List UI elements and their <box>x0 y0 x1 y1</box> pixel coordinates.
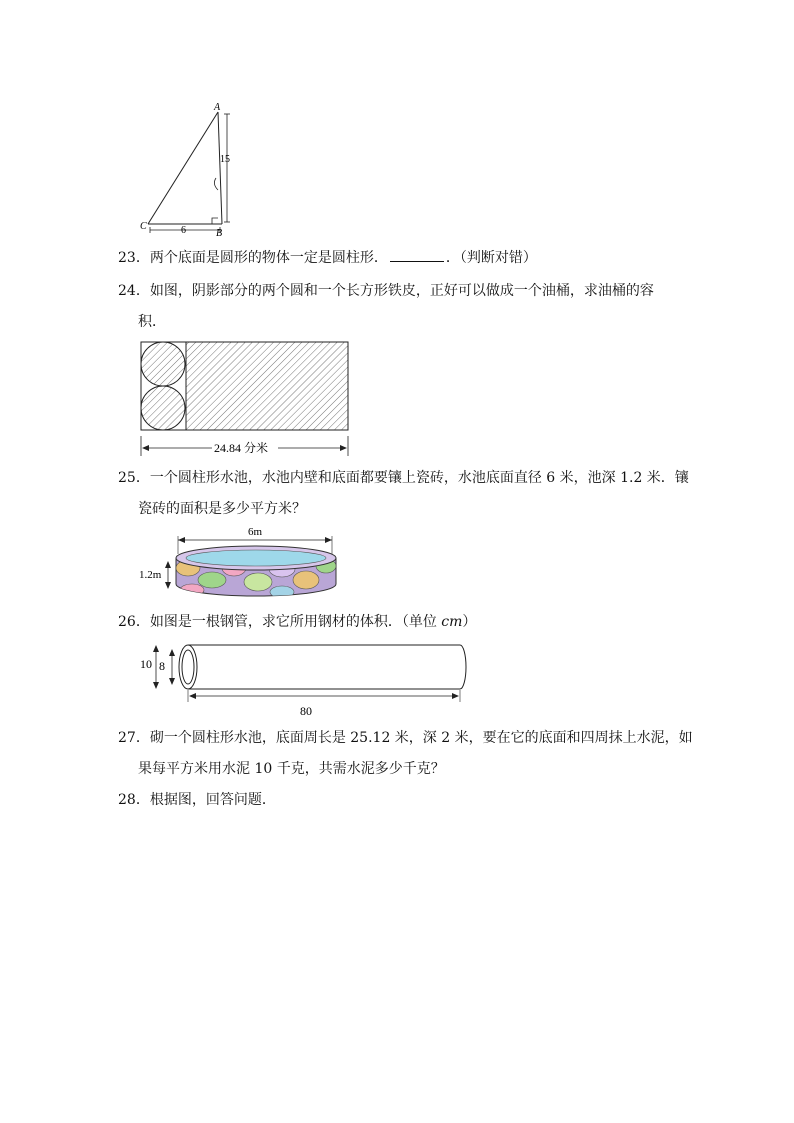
oil-drum-net-figure <box>136 338 354 458</box>
question-23-number: 23． <box>118 250 150 266</box>
question-28-number: 28． <box>118 792 150 808</box>
question-28-text: 根据图，回答问题． <box>149 792 276 808</box>
question-25-line2: 瓷砖的面积是多少平方米？ <box>138 501 306 517</box>
question-27-line1 <box>118 729 693 747</box>
question-26-close: ） <box>462 614 477 630</box>
question-25-text: 一个圆柱形水池，水池内壁和底面都要镶上瓷砖，水池底面直径 6 米，池深 1.2 米．镶 <box>149 470 689 486</box>
side-ab-label: 15 <box>220 154 230 165</box>
question-28 <box>118 791 276 809</box>
width-dimension-label: 24.84 分米 <box>214 441 269 455</box>
question-23-suffix: ．（判断对错） <box>445 250 537 266</box>
question-24-line2: 积． <box>138 314 166 330</box>
question-23-text: 两个底面是圆形的物体一定是圆柱形． <box>149 250 388 266</box>
answer-blank[interactable] <box>390 249 444 262</box>
question-24-number: 24． <box>118 283 150 299</box>
question-26-unit: cm <box>441 614 463 630</box>
question-26 <box>118 613 476 631</box>
question-26-text: 如图是一根钢管，求它所用钢材的体积．（单位 <box>149 614 442 630</box>
question-25-number: 25． <box>118 470 150 486</box>
question-26-number: 26． <box>118 614 150 630</box>
question-23 <box>118 249 537 267</box>
question-27-number: 27． <box>118 730 150 746</box>
steel-pipe-figure <box>136 640 468 720</box>
question-24-text: 如图，阴影部分的两个圆和一个长方形铁皮，正好可以做成一个油桶，求油桶的容 <box>149 283 654 299</box>
question-25-line1 <box>118 469 689 487</box>
question-27-text: 砌一个圆柱形水池，底面周长是 25.12 米，深 2 米，要在它的底面和四周抹上水泥，如 <box>149 730 693 746</box>
depth-label: 1.2m <box>139 569 162 581</box>
triangle-figure <box>136 100 246 238</box>
outer-diameter-label: 10 <box>140 657 152 671</box>
vertex-a-label: A <box>214 102 221 113</box>
question-27-line2: 果每平方米用水泥 10 千克，共需水泥多少千克？ <box>138 761 445 777</box>
inner-diameter-label: 8 <box>159 659 165 673</box>
vertex-c-label: C <box>140 221 147 232</box>
pool-figure <box>136 524 346 604</box>
side-cb-label: 6 <box>181 225 186 236</box>
vertex-b-label: B <box>216 228 223 238</box>
diameter-label: 6m <box>248 526 263 538</box>
pipe-length-label: 80 <box>300 704 312 718</box>
question-24-line1 <box>118 282 654 300</box>
